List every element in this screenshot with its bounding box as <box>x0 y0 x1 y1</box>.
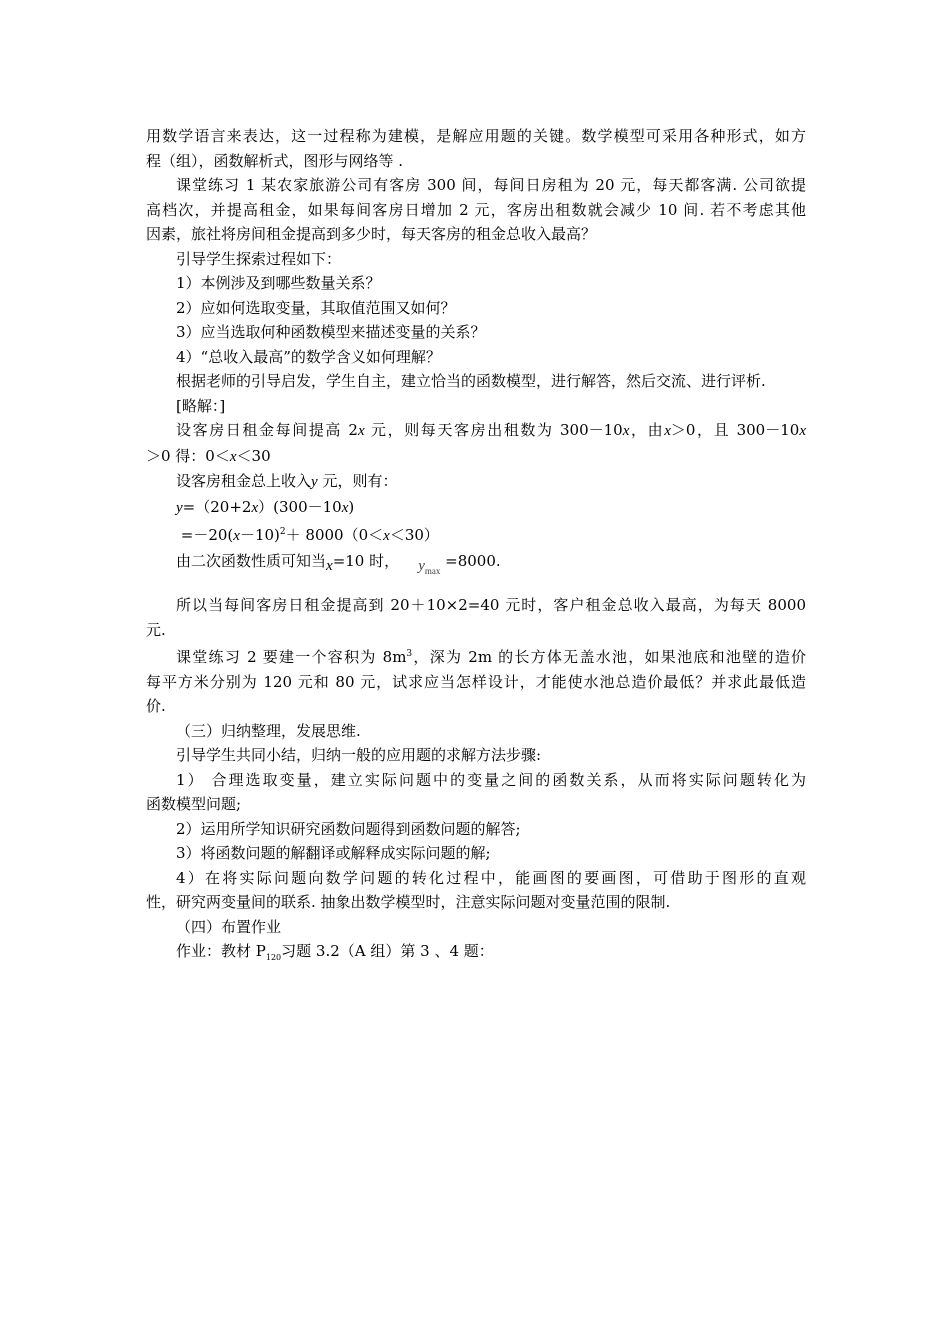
step-item: 4）在将实际问题向数学问题的转化过程中，能画图的要画图，可借助于图形的直观 <box>176 868 806 887</box>
answer-line: 所以当每间客房日租金提高到 20＋10×2=40 元时，客户租金总收入最高，为每天 8000 <box>176 596 806 614</box>
solution-line: ＞0 得：0＜x＜30 <box>146 446 271 465</box>
equation-line: y=（20+2x）(300－10x) <box>176 497 355 516</box>
exercise-2-line: 课堂练习 2 要建一个容积为 $8m^3$，深为 2m 的长方体无盖水池，如果池底和池壁的造价 <box>176 648 806 666</box>
section-heading: （三）归纳整理，发展思维. <box>176 721 361 740</box>
exercise-1-line: 因素，旅社将房间租金提高到多少时，每天客房的租金总收入最高？ <box>146 225 597 243</box>
document-body <box>146 124 806 971</box>
summary-intro: 引导学生共同小结，归纳一般的应用题的求解方法步骤: <box>176 746 542 764</box>
section-heading: （四）布置作业 <box>176 917 282 936</box>
solution-label: [略解：] <box>176 396 226 415</box>
exercise-1-line: 高档次，并提高租金，如果每间客房日增加 2 元，客房出租数就会减少 10 间. 若不考虑其他 <box>146 200 806 219</box>
step-item: 2）运用所学知识研究函数问题得到函数问题的解答; <box>176 819 521 838</box>
step-item: 性，研究两变量间的联系. 抽象出数学模型时，注意实际问题对变量范围的限制. <box>146 893 671 911</box>
solution-line: 设客房租金总上收入y 元，则有： <box>176 472 398 490</box>
paragraph-line: 程（组），函数解析式，图形与网络等 . <box>146 151 404 170</box>
solution-line: 设客房日租金每间提高 2x 元，则每天客房出租数为 300－10x，由x＞0，且 300－10x <box>176 421 806 439</box>
equation-line: $=-20(x-10)^2+ 8000(0<x<30)$ <box>180 526 439 544</box>
question-item: 3）应当选取何种函数模型来描述变量的关系？ <box>176 323 486 341</box>
question-item: 4）“总收入最高”的数学含义如何理解？ <box>176 347 441 366</box>
answer-line: 元. <box>146 620 166 639</box>
step-item: 函数模型问题; <box>146 795 242 813</box>
conclusion-line: 由二次函数性质可知当x=10 时， $y_{max} =8000$. <box>176 551 501 576</box>
exercise-2-line: 每平方米分别为 120 元和 80 元，试求应当怎样设计，才能使水池总造价最低？并求此最低造 <box>146 672 806 691</box>
exercise-1-line: 课堂练习 1 某农家旅游公司有客房 300 间，每间日房租为 20 元，每天都客满. 公司欲提 <box>176 176 806 194</box>
question-item: 1）本例涉及到哪些数量关系？ <box>176 274 381 292</box>
paragraph-line: 用数学语言来表达，这一过程称为建模，是解应用题的关键。数学模型可采用各种形式，如方 <box>146 127 806 145</box>
guide-after: 根据老师的引导启发，学生自主，建立恰当的函数模型，进行解答，然后交流、进行评析. <box>176 372 766 390</box>
step-item: 3）将函数问题的解翻译或解释成实际问题的解; <box>176 844 491 862</box>
question-item: 2）应如何选取变量，其取值范围又如何？ <box>176 298 456 317</box>
homework-line: 作业：教材 $P_{120}$习题 3.2（A 组）第 3 、4 题： <box>176 942 494 962</box>
guide-intro: 引导学生探索过程如下： <box>176 249 342 268</box>
exercise-2-line: 价. <box>146 697 166 715</box>
step-item: 1） 合理选取变量，建立实际问题中的变量之间的函数关系，从而将实际问题转化为 <box>176 770 806 789</box>
